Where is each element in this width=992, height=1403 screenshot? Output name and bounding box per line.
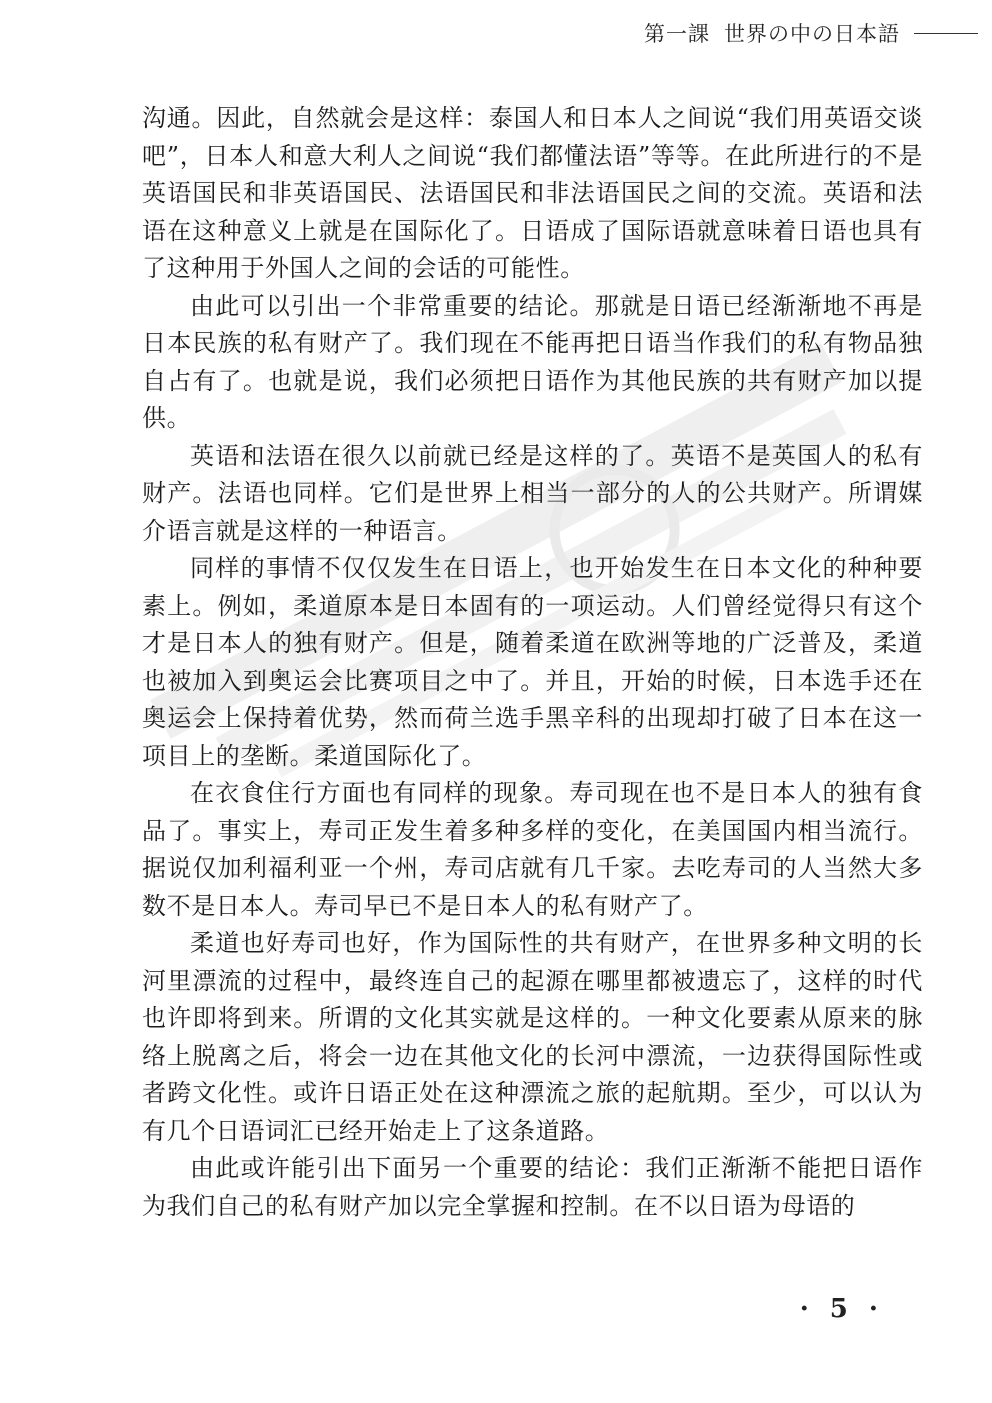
body-text xyxy=(142,100,923,1225)
paragraph-2: 由此可以引出一个非常重要的结论。那就是日语已经渐渐地不再是日本民族的私有财产了。我们现在不能再把日语当作我们的私有物品独自占有了。也就是说，我们必须把日语作为其他民族的共有财产加以提供。 xyxy=(142,291,923,432)
page-number: · 5 · xyxy=(799,1294,884,1324)
paragraph-6: 柔道也好寿司也好，作为国际性的共有财产，在世界多种文明的长河里漂流的过程中，最终连自己的起源在哪里都被遗忘了，这样的时代也许即将到来。所谓的文化其实就是这样的。一种文化要素从原来的脉络上脱离之后，将会一边在其他文化的长河中漂流，一边获得国际性或者跨文化性。或许日语正处在这种漂流之旅的起航期。至少，可以认为有几个日语词汇已经开始走上了这条道路。 xyxy=(142,929,923,1145)
header-rule xyxy=(914,33,978,34)
paragraph-7: 由此或许能引出下面另一个重要的结论：我们正渐渐不能把日语作为我们自己的私有财产加以完全掌握和控制。在不以日语为母语的 xyxy=(142,1154,923,1220)
running-header xyxy=(644,18,978,48)
paragraph-4: 同样的事情不仅仅发生在日语上，也开始发生在日本文化的种种要素上。例如，柔道原本是日本固有的一项运动。人们曾经觉得只有这个才是日本人的独有财产。但是，随着柔道在欧洲等地的广泛普及，柔道也被加入到奥运会比赛项目之中了。并且，开始的时候，日本选手还在奥运会上保持着优势，然而荷兰选手黑辛科的出现却打破了日本在这一项目上的垄断。柔道国际化了。 xyxy=(142,554,923,770)
paragraph-3: 英语和法语在很久以前就已经是这样的了。英语不是英国人的私有财产。法语也同样。它们是世界上相当一部分的人的公共财产。所谓媒介语言就是这样的一种语言。 xyxy=(142,441,923,545)
lesson-label: 第一課 xyxy=(644,22,710,46)
chapter-title: 世界の中の日本語 xyxy=(724,22,900,46)
paragraph-5: 在衣食住行方面也有同样的现象。寿司现在也不是日本人的独有食品了。事实上，寿司正发生着多种多样的变化，在美国国内相当流行。据说仅加利福利亚一个州，寿司店就有几千家。去吃寿司的人当然大多数不是日本人。寿司早已不是日本人的私有财产了。 xyxy=(142,779,923,920)
paragraph-1: 沟通。因此，自然就会是这样：泰国人和日本人之间说“我们用英语交谈吧”，日本人和意大利人之间说“我们都懂法语”等等。在此所进行的不是英语国民和非英语国民、法语国民和非法语国民之间的交流。英语和法语在这种意义上就是在国际化了。日语成了国际语就意味着日语也具有了这种用于外国人之间的会话的可能性。 xyxy=(142,104,923,282)
